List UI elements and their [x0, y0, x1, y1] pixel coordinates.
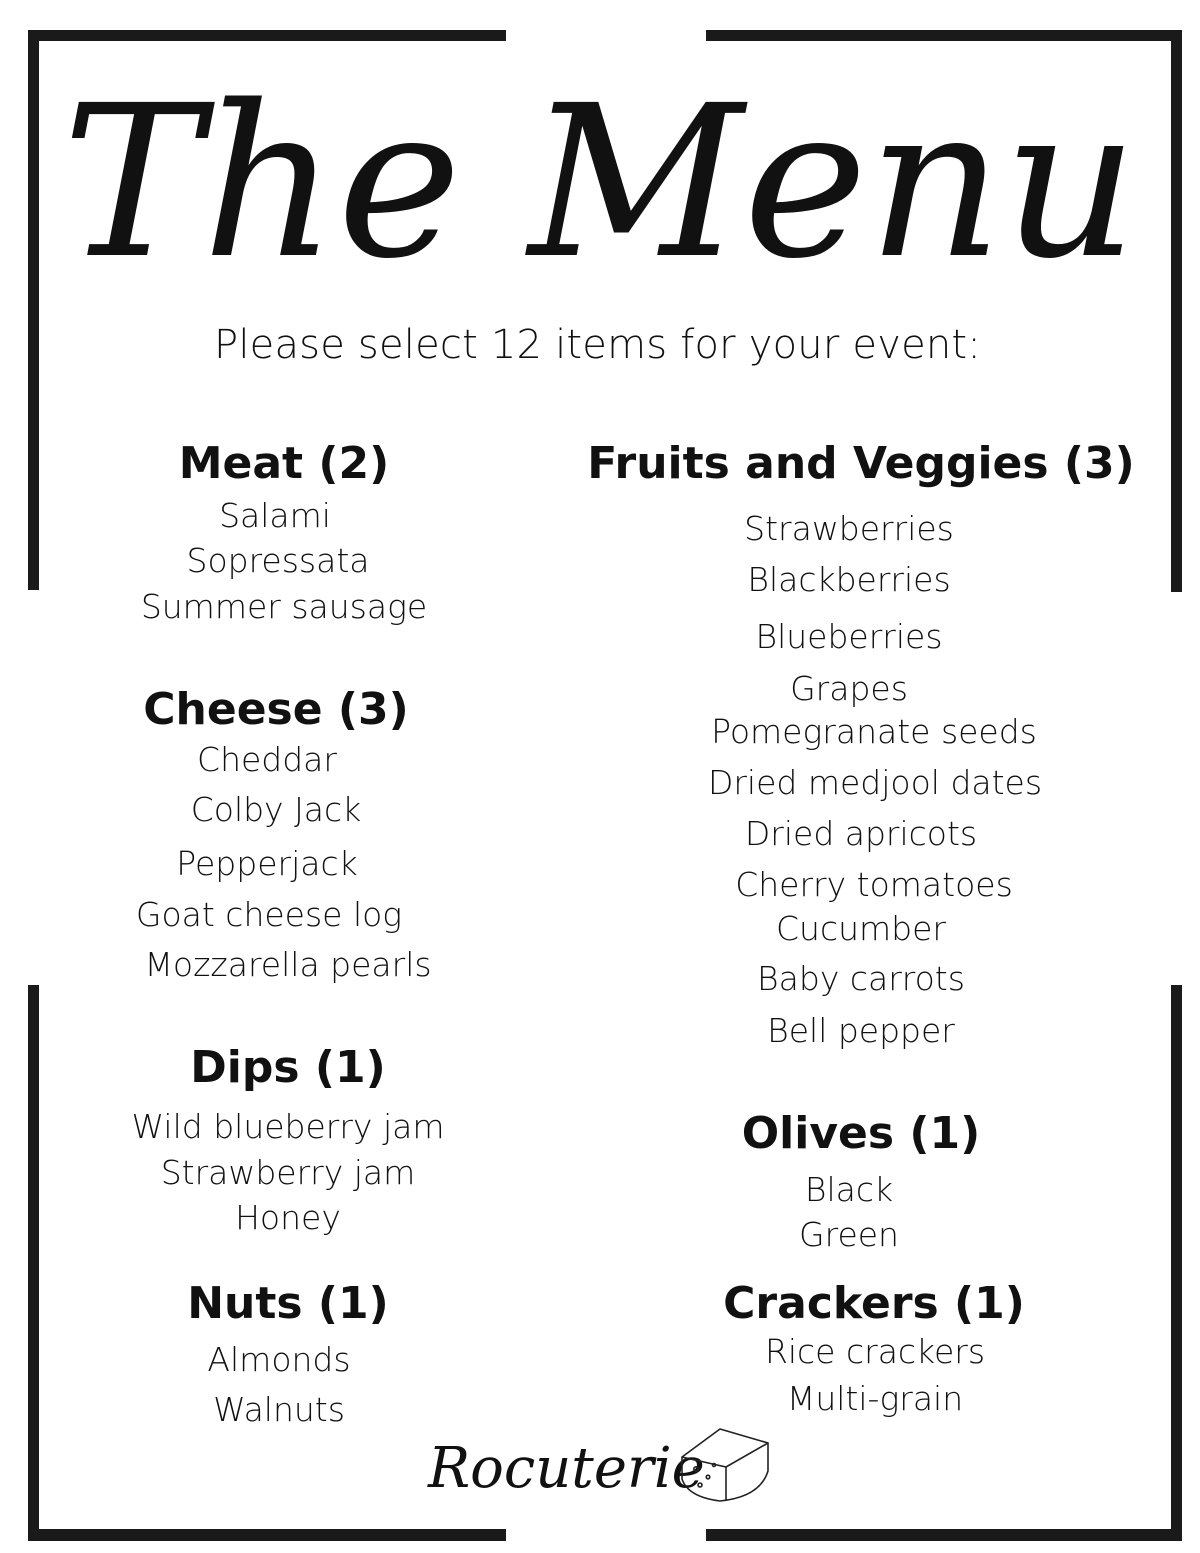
menu-item: Summer sausage: [140, 587, 428, 626]
menu-item: Multi-grain: [786, 1379, 964, 1418]
page-title-text: The Menu: [61, 60, 1139, 305]
menu-item: Green: [799, 1215, 899, 1254]
menu-item: Blackberries: [747, 560, 951, 599]
section-heading-fruits-and-veggies: Fruits and Veggies (3): [587, 438, 1135, 489]
menu-item: Wild blueberry jam: [131, 1107, 445, 1146]
menu-item: Rice crackers: [764, 1332, 986, 1371]
brand-logo: [420, 1405, 780, 1515]
menu-item: Cherry tomatoes: [735, 865, 1013, 904]
section-heading-meat: Meat (2): [178, 438, 390, 489]
frame-left-bottom: [28, 985, 39, 1541]
menu-item: Cheddar: [197, 740, 337, 779]
menu-item: Mozzarella pearls: [144, 945, 432, 984]
menu-item: Cucumber: [776, 909, 946, 948]
menu-item: Pomegranate seeds: [711, 712, 1037, 751]
menu-item: Salami: [219, 496, 331, 535]
menu-item: Walnuts: [213, 1390, 345, 1429]
menu-item: Colby Jack: [190, 790, 362, 829]
menu-item: Goat cheese log: [135, 895, 403, 934]
section-heading-dips: Dips (1): [190, 1042, 386, 1093]
menu-item: Strawberries: [744, 509, 954, 548]
page-title: [0, 40, 1200, 310]
menu-item: Blueberries: [755, 617, 943, 656]
menu-item: Grapes: [790, 669, 908, 708]
section-heading-crackers: Crackers (1): [723, 1278, 1025, 1329]
section-heading-olives: Olives (1): [741, 1108, 981, 1159]
frame-bottom-right: [706, 1529, 1182, 1541]
menu-item: Honey: [235, 1198, 341, 1237]
menu-item: Black: [804, 1170, 894, 1209]
menu-item: Bell pepper: [767, 1011, 955, 1050]
brand-logo-text: Rocuterie: [428, 1436, 705, 1501]
menu-item: Strawberry jam: [160, 1153, 416, 1192]
frame-bottom-left: [28, 1529, 506, 1541]
menu-item: Sopressata: [186, 541, 370, 580]
frame-right-bottom: [1171, 985, 1182, 1541]
menu-item: Dried medjool dates: [707, 763, 1043, 802]
section-heading-cheese: Cheese (3): [143, 684, 409, 735]
menu-item: Pepperjack: [176, 844, 358, 883]
menu-item: Almonds: [207, 1340, 351, 1379]
menu-item: Baby carrots: [757, 959, 965, 998]
menu-item: Dried apricots: [744, 814, 978, 853]
section-heading-nuts: Nuts (1): [187, 1278, 389, 1329]
page-subtitle: Please select 12 items for your event:: [214, 322, 981, 368]
